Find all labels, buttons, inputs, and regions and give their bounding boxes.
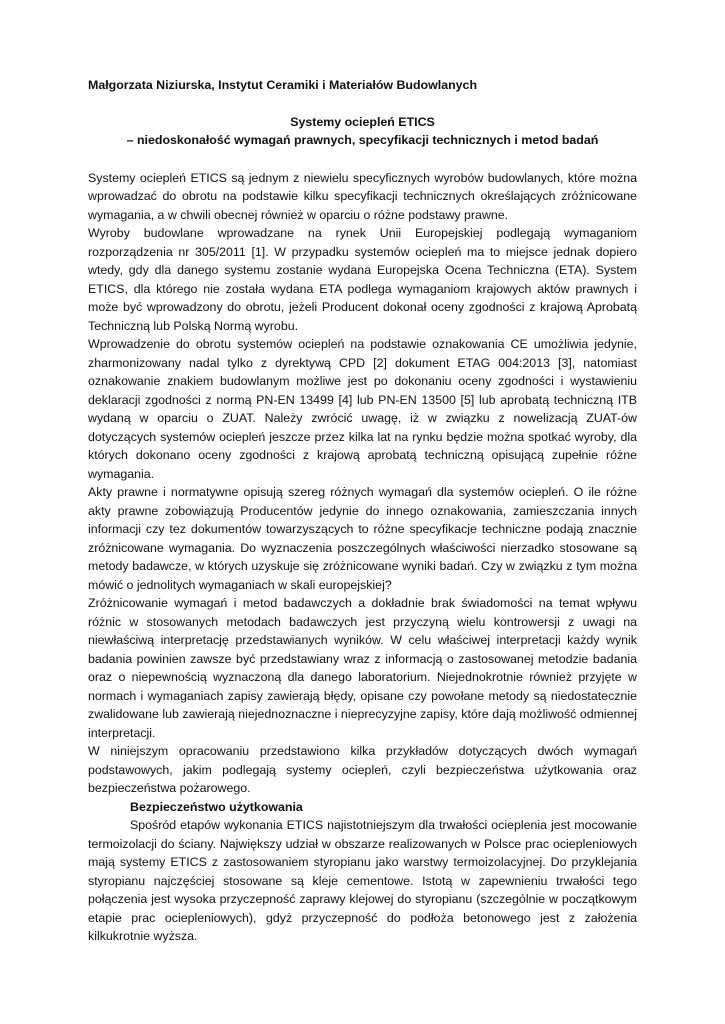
document-page: [88, 76, 637, 946]
section-heading-usage-safety: Bezpieczeństwo użytkowania: [130, 799, 303, 814]
document-subtitle: – niedoskonałość wymagań prawnych, specyfikacji technicznych i metod badań: [126, 133, 599, 147]
paragraph-etics-intro: Systemy ociepleń ETICS są jednym z niewielu specyficznych wyrobów budowlanych, które można wprowadzać do obrotu na podstawie kilku specyfikacji technicznych określających zróżnicowane wymagania, a w chwili obecnej również w oparciu o różne podstawy prawne.: [88, 170, 637, 222]
paragraph-test-methods: Zróżnicowanie wymagań i metod badawczych a dokładnie brak świadomości na temat wpływu różnic w stosowanych metodach badawczych jest przyczyną wielu kontrowersji z uwagi na niewłaściwą interpretację przedstawianych wyników. W celu właściwej interpretacji każdy wynik badania powinien zawsze być przedstawiany wraz z informacją o zastosowanej metodzie badania oraz o niepewnością wyznaczoną dla danego laboratorium. Niejednokrotnie również przyjęte w normach i wymaganiach zapisy zawierają błędy, opisane czy powołane metody są niedostatecznie zwalidowane lub zawierają niejednoznaczne i nieprecyzyjne zapisy, które dają możliwość odmiennej interpretacji.: [88, 596, 637, 740]
paragraph-scope: W niniejszym opracowaniu przedstawiono kilka przykładów dotyczących dwóch wymagań podstawowych, jakim podlegają systemy ociepleń, czyli bezpieczeństwa użytkowania oraz bezpieczeństwa pożarowego.: [88, 744, 637, 795]
paragraph-usage-safety: Spośród etapów wykonania ETICS najistotniejszym dla trwałości ocieplenia jest mocowanie termoizolacji do ściany. Największy udział w obszarze realizowanych w Polsce prac ociepleniowych mają systemy ETICS z zastosowaniem styropianu jako warstwy termoizolacyjnej. Do przyklejania styropianu najczęściej stosowane są kleje cementowe. Istotą w zapewnieniu trwałości tego połączenia jest wysoka przyczepność zaprawy klejowej do styropianu (szczególnie w początkowym etapie prac ociepleniowych), gdyż przyczepność do podłoża betonowego jest z założenia kilkukrotnie wyższa.: [88, 818, 637, 943]
paragraph-eu-regulation: Wyroby budowlane wprowadzane na rynek Unii Europejskiej podlegają wymaganiom rozporządzenia nr 305/2011 [1]. W przypadku systemów ociepleń ma to miejsce jednak dopiero wtedy, gdy dla danego systemu zostanie wydana Europejska Ocena Techniczna (ETA). System ETICS, dla którego nie została wydana ETA podlega wymaganiom krajowych aktów prawnych i może być wprowadzony do obrotu, jeżeli Producent dokonał oceny zgodności z krajową Aprobatą Techniczną lub Polską Normą wyrobu.: [88, 226, 637, 333]
author-line: Małgorzata Niziurska, Instytut Ceramiki i Materiałów Budowlanych: [88, 78, 478, 92]
paragraph-ce-marking: Wprowadzenie do obrotu systemów ociepleń na podstawie oznakowania CE umożliwia jedynie, zharmonizowany nadal tylko z dyrektywą CPD [2] dokument ETAG 004:2013 [3], natomiast oznakowanie znakiem budowlanym możliwe jest po dokonaniu oceny zgodności i wystawieniu deklaracji zgodności z normą PN-EN 13499 [4] lub PN-EN 13500 [5] lub aprobatą techniczną ITB wydaną w oparciu o ZUAT. Należy zwrócić uwagę, iż w związku z nowelizacją ZUAT-ów dotyczących systemów ociepleń jeszcze przez kilka lat na rynku będzie można spotkać wyroby, dla których dokonano oceny zgodności z krajową aprobatą techniczną opisującą zupełnie różne wymagania.: [88, 337, 637, 481]
document-title: Systemy ociepleń ETICS: [290, 114, 435, 129]
paragraph-legal-acts: Akty prawne i normatywne opisują szereg różnych wymagań dla systemów ociepleń. O ile różne akty prawne zobowiązują Producentów jedynie do innego oznakowania, zamieszczania innych informacji czy tez dokumentów towarzyszących to różne specyfikacje techniczne podają znacznie zróżnicowane wymagania. Do wyznaczenia poszczególnych właściwości nierzadko stosowane są metody badawcze, w których uzyskuje się zróżnicowane wyniki badań. Czy w związku z tym można mówić o jednolitych wymaganiach w skali europejskiej?: [88, 485, 637, 592]
title-block: [88, 113, 637, 150]
